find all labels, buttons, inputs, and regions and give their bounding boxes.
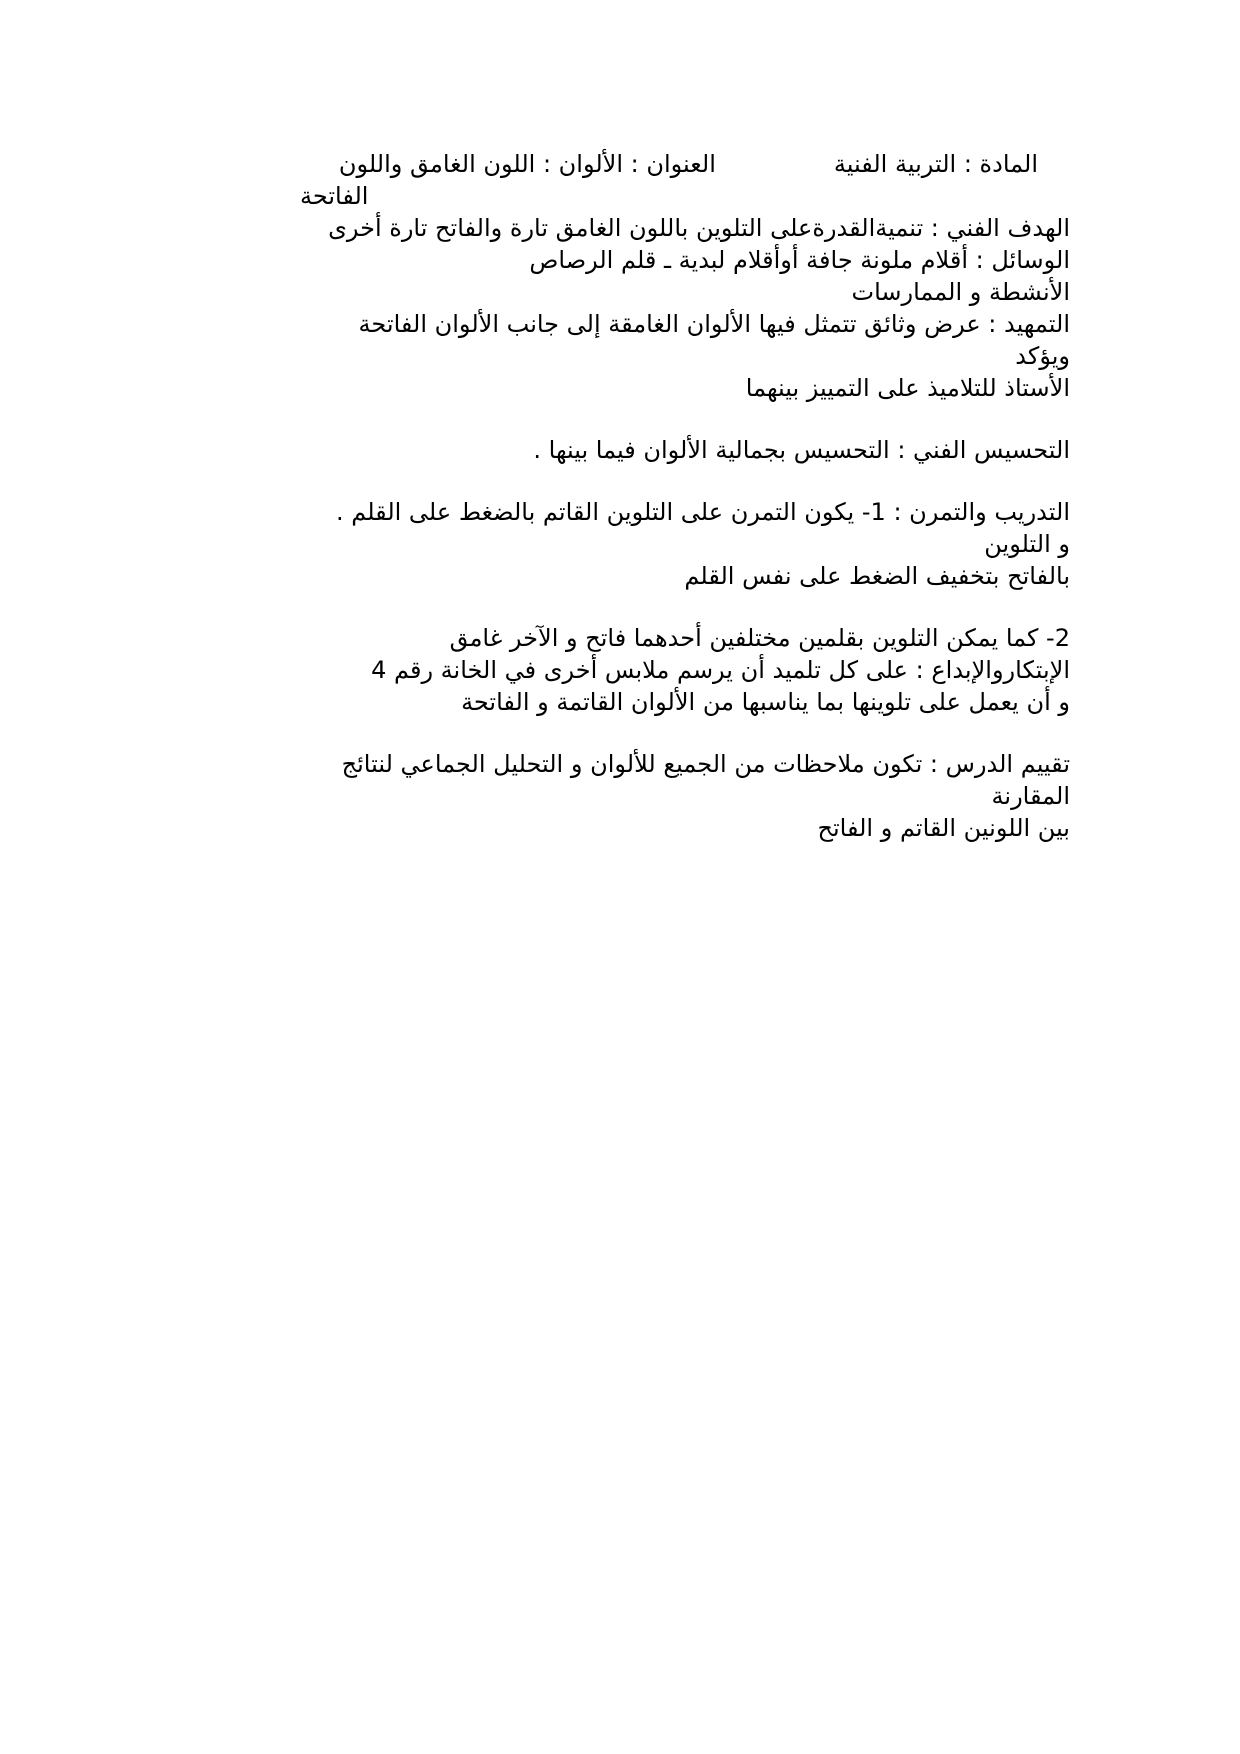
intro-line-3: الأستاذ للتلاميذ على التمييز بينهما bbox=[745, 374, 1070, 402]
lesson-plan-text bbox=[270, 148, 1070, 844]
lesson-title: العنوان : الألوان : اللون الغامق واللون bbox=[338, 150, 716, 178]
training-line-1: التدريب والتمرن : 1- يكون التمرن على التلوين القاتم بالضغط على القلم . bbox=[336, 498, 1070, 526]
creativity-line-2: و أن يعمل على تلوينها بما يناسبها من الألوان القاتمة و الفاتحة bbox=[461, 688, 1070, 716]
evaluation-line-3: بين اللونين القاتم و الفاتح bbox=[817, 814, 1070, 842]
training-line-3: بالفاتح بتخفيف الضغط على نفس القلم bbox=[684, 562, 1070, 590]
intro-line-1: التمهيد : عرض وثائق تتمثل فيها الألوان الغامقة إلى جانب الألوان الفاتحة bbox=[358, 310, 1070, 338]
subject-label: المادة : التربية الفنية bbox=[833, 150, 1038, 178]
spacer bbox=[270, 466, 1070, 496]
spacer bbox=[270, 718, 1070, 748]
sensing-line: التحسيس الفني : التحسيس بجمالية الألوان فيما بينها . bbox=[533, 436, 1070, 464]
evaluation-line-2: المقارنة bbox=[991, 782, 1070, 810]
training-line-4: 2- كما يمكن التلوين بقلمين مختلفين أحدهما فاتح و الآخر غامق bbox=[449, 624, 1070, 652]
objective-line: الهدف الفني : تنميةالقدرةعلى التلوين باللون الغامق تارة والفاتح تارة أخرى bbox=[328, 214, 1070, 242]
activities-heading: الأنشطة و الممارسات bbox=[851, 278, 1070, 306]
header-line bbox=[270, 148, 1070, 180]
intro-line-2: ويؤكد bbox=[1015, 342, 1070, 370]
evaluation-line-1: تقييم الدرس : تكون ملاحظات من الجميع للألوان و التحليل الجماعي لنتائج bbox=[341, 750, 1070, 778]
spacer bbox=[270, 592, 1070, 622]
creativity-line-1: الإبتكاروالإبداع : على كل تلميد أن يرسم ملابس أخرى في الخانة رقم 4 bbox=[371, 656, 1070, 684]
spacer bbox=[270, 404, 1070, 434]
tools-line: الوسائل : أقلام ملونة جافة أوأقلام لبدية ـ قلم الرصاص bbox=[529, 246, 1070, 274]
training-line-2: و التلوين bbox=[984, 530, 1070, 558]
lesson-title-continuation: الفاتحة bbox=[300, 182, 369, 210]
